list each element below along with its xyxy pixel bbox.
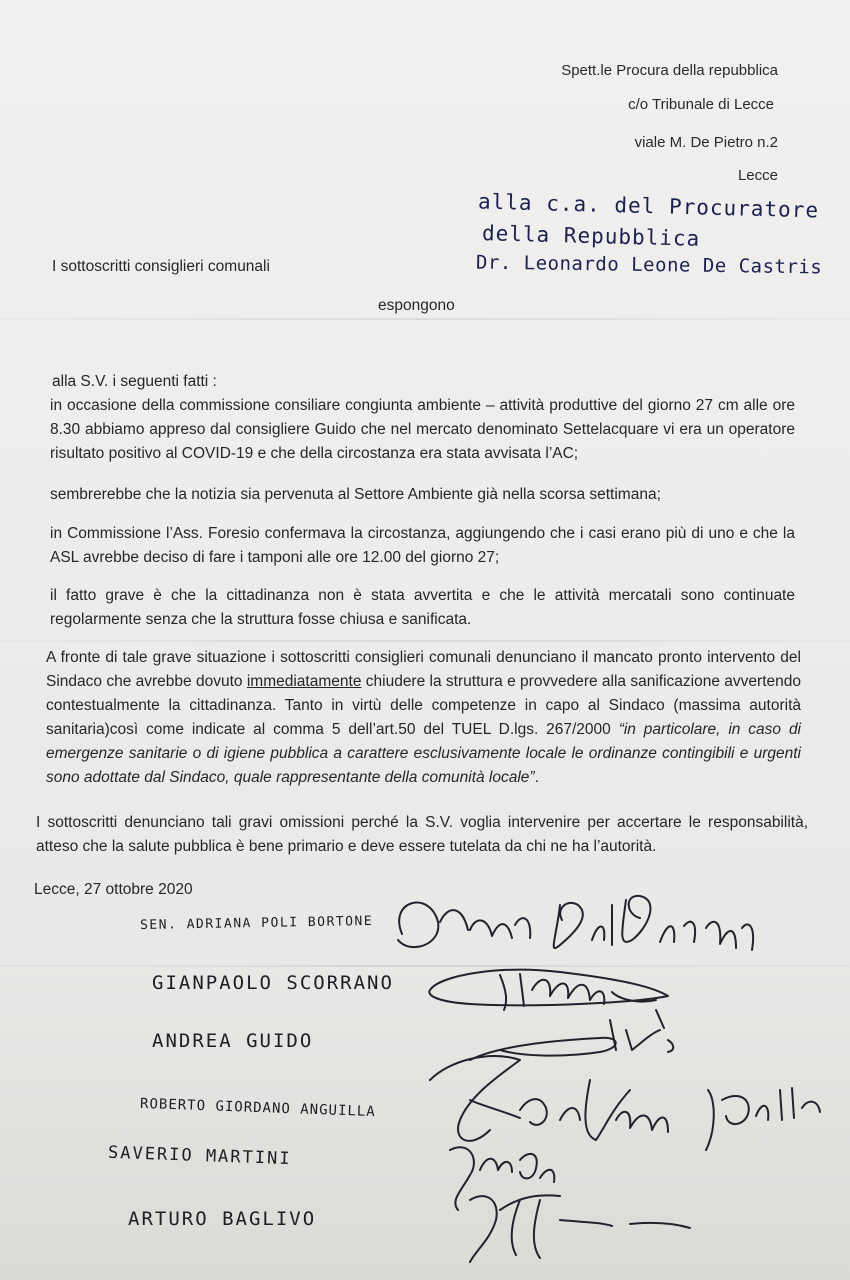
- signatory-name-1: SEN. ADRIANA POLI BORTONE: [139, 913, 374, 934]
- signatory-name-3: ANDREA GUIDO: [152, 1030, 314, 1052]
- signatory-name-4: ROBERTO GIORDANO ANGUILLA: [139, 1095, 376, 1121]
- paragraph-3: in Commissione l’Ass. Foresio confermava la circostanza, aggiungendo che i casi erano più di uno e che la ASL avrebbe deciso di fare i tamponi alle ore 12.00 del giorno 27;: [50, 525, 795, 566]
- signature-3: [470, 1020, 673, 1060]
- handwritten-addressee-line-2: della Repubblica: [481, 221, 701, 251]
- recipient-line-2: c/o Tribunale di Lecce: [628, 96, 774, 113]
- paragraph-5-part-a: A fronte di tale grave situazione i sottoscritti consiglieri comunali denunciano il mancato pronto intervento del Sindaco che avrebbe dovuto: [46, 649, 801, 690]
- intro-text: I sottoscritti consiglieri comunali: [52, 258, 270, 275]
- paragraph-6: I sottoscritti denunciano tali gravi omissioni perché la S.V. voglia intervenire per accertare le responsabilità, atteso che la salute pubblica è bene primario e deve essere tutelata da chi ne ha l’autorità.: [36, 814, 808, 855]
- handwritten-addressee-line-1: alla c.a. del Procuratore: [477, 189, 820, 223]
- paragraph-1: in occasione della commissione consiliare congiunta ambiente – attività produttive del giorno 27 cm alle ore 8.30 abbiamo appreso dal consigliere Guido che nel mercato denominato Settelacquare vi era un operatore risultato positivo al COVID-19 e che della circostanza era stata avvisata l’AC;: [50, 397, 795, 462]
- signatory-name-5: SAVERIO MARTINI: [107, 1142, 292, 1170]
- signatory-name-6: ARTURO BAGLIVO: [128, 1208, 317, 1230]
- salutation-text: alla S.V. i seguenti fatti :: [52, 373, 217, 390]
- recipient-line-4: Lecce: [737, 167, 778, 184]
- signature-6: [470, 1195, 690, 1262]
- signature-2: [429, 970, 668, 1028]
- signatory-name-2: GIANPAOLO SCORRANO: [152, 972, 394, 994]
- paragraph-2: sembrerebbe che la notizia sia pervenuta al Settore Ambiente già nella scorsa settimana;: [50, 486, 661, 503]
- signature-1: [398, 896, 753, 950]
- paragraph-5-part-b: chiudere la struttura e provvedere alla sanificazione avvertendo contestualmente la cittadinanza. Tanto in virtù delle competenze in capo al Sindaco (massima autorità sanitaria)così come indicate al comma 5 dell’art.50 del TUEL D.lgs. 267/2000: [46, 673, 802, 738]
- paragraph-5-quote: “in particolare, in caso di emergenze sanitarie o di igiene pubblica a carattere esclusivamente locale le ordinanze contingibili e urgenti sono adottate dal Sindaco, quale rappresentante della comunità locale”: [46, 721, 802, 786]
- paragraph-4: il fatto grave è che la cittadinanza non è stata avvertita e che le attività mercatali sono continuate regolarmente senza che la struttura fosse chiusa e sanificata.: [50, 587, 795, 628]
- paragraph-5-underlined: immediatamente: [246, 673, 362, 690]
- recipient-line-3: viale M. De Pietro n.2: [634, 134, 778, 151]
- recipient-line-1: Spett.le Procura della repubblica: [561, 62, 778, 79]
- signature-5: [450, 1147, 554, 1210]
- signature-4: [430, 1056, 820, 1150]
- verb-text: espongono: [378, 297, 455, 314]
- date-line: Lecce, 27 ottobre 2020: [34, 881, 193, 898]
- paragraph-5-end: .: [534, 769, 539, 786]
- handwritten-addressee-line-3: Dr. Leonardo Leone De Castris: [475, 251, 823, 279]
